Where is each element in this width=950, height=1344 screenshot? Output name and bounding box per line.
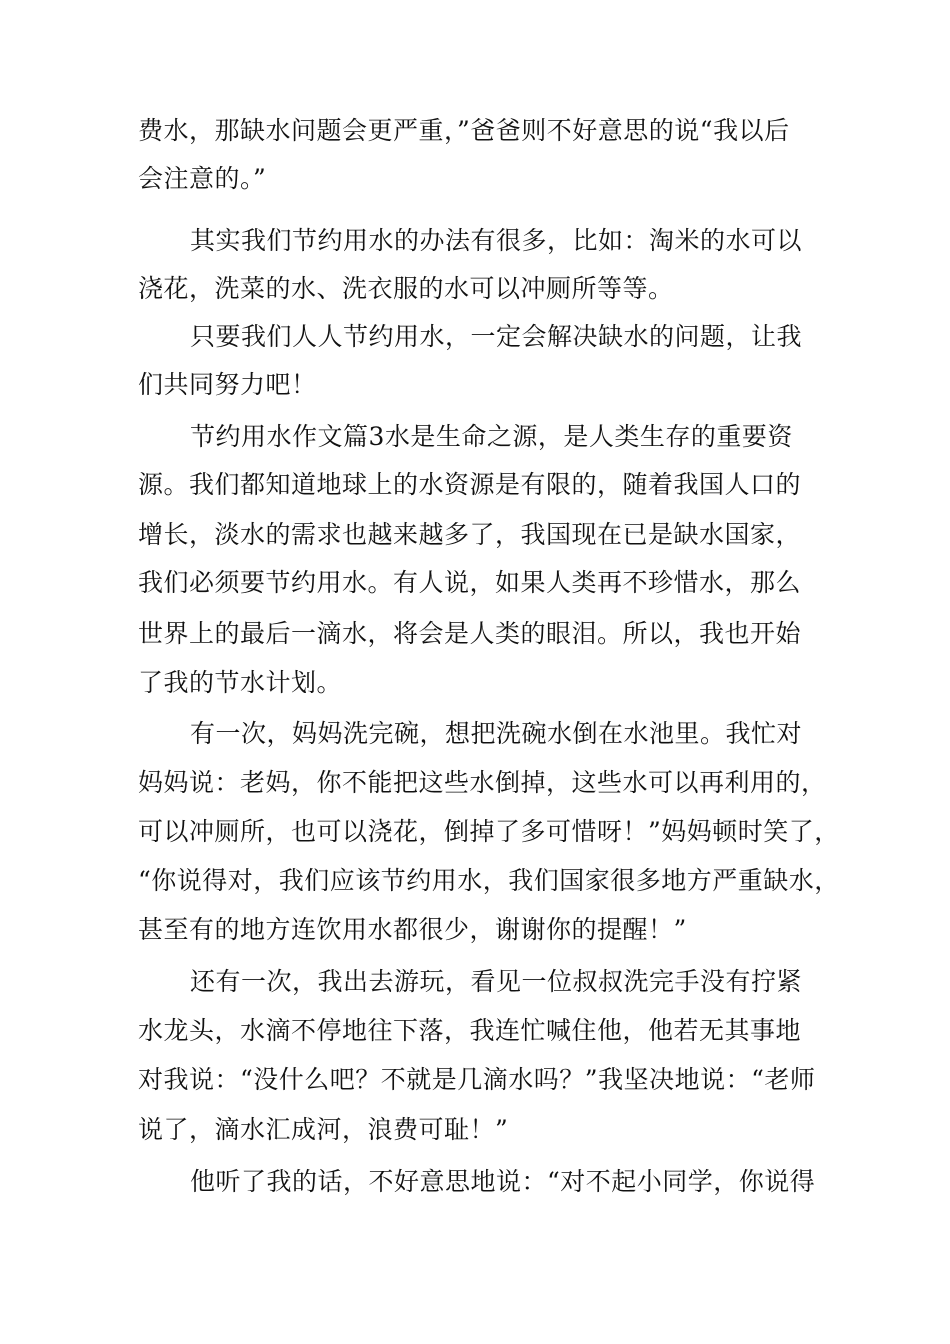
paragraph-first-line: 节约用水作文篇3水是生命之源，是人类生存的重要资 (190, 422, 793, 451)
text-line: 源。我们都知道地球上的水资源是有限的，随着我国人口的 (138, 470, 802, 499)
text-line: 们共同努力吧！ (138, 370, 317, 399)
paragraph-first-line: 有一次，妈妈洗完碗，想把洗碗水倒在水池里。我忙对 (190, 719, 803, 748)
text-line: 了我的节水计划。 (138, 668, 343, 697)
text-line: 甚至有的地方连饮用水都很少，谢谢你的提醒！” (138, 915, 687, 944)
text-line: 说了，滴水汇成河，浪费可耻！” (138, 1115, 509, 1144)
text-line: 费水，那缺水问题会更严重，”爸爸则不好意思的说“我以后 (138, 116, 790, 145)
paragraph-first-line: 他听了我的话，不好意思地说：“对不起小同学，你说得 (190, 1167, 816, 1196)
text-line: 对我说：“没什么吧？不就是几滴水吗？”我坚决地说：“老师 (138, 1065, 816, 1094)
text-line: 我们必须要节约用水。有人说，如果人类再不珍惜水，那么 (138, 568, 802, 597)
text-line: 水龙头，水滴不停地往下落，我连忙喊住他，他若无其事地 (138, 1016, 802, 1045)
text-line: 妈妈说：老妈，你不能把这些水倒掉，这些水可以再利用的， (138, 768, 827, 797)
text-line: “你说得对，我们应该节约用水，我们国家很多地方严重缺水， (138, 866, 840, 895)
paragraph-first-line: 只要我们人人节约用水，一定会解决缺水的问题，让我 (190, 322, 803, 351)
text-line: 会注意的。” (138, 164, 267, 193)
paragraph-first-line: 还有一次，我出去游玩，看见一位叔叔洗完手没有拧紧 (190, 967, 803, 996)
text-line: 增长，淡水的需求也越来越多了，我国现在已是缺水国家， (138, 520, 802, 549)
text-line: 可以冲厕所，也可以浇花，倒掉了多可惜呀！”妈妈顿时笑了， (138, 817, 840, 846)
paragraph-first-line: 其实我们节约用水的办法有很多，比如：淘米的水可以 (190, 226, 803, 255)
text-line: 世界上的最后一滴水，将会是人类的眼泪。所以，我也开始 (138, 619, 802, 648)
text-line: 浇花，洗菜的水、洗衣服的水可以冲厕所等等。 (138, 274, 674, 303)
